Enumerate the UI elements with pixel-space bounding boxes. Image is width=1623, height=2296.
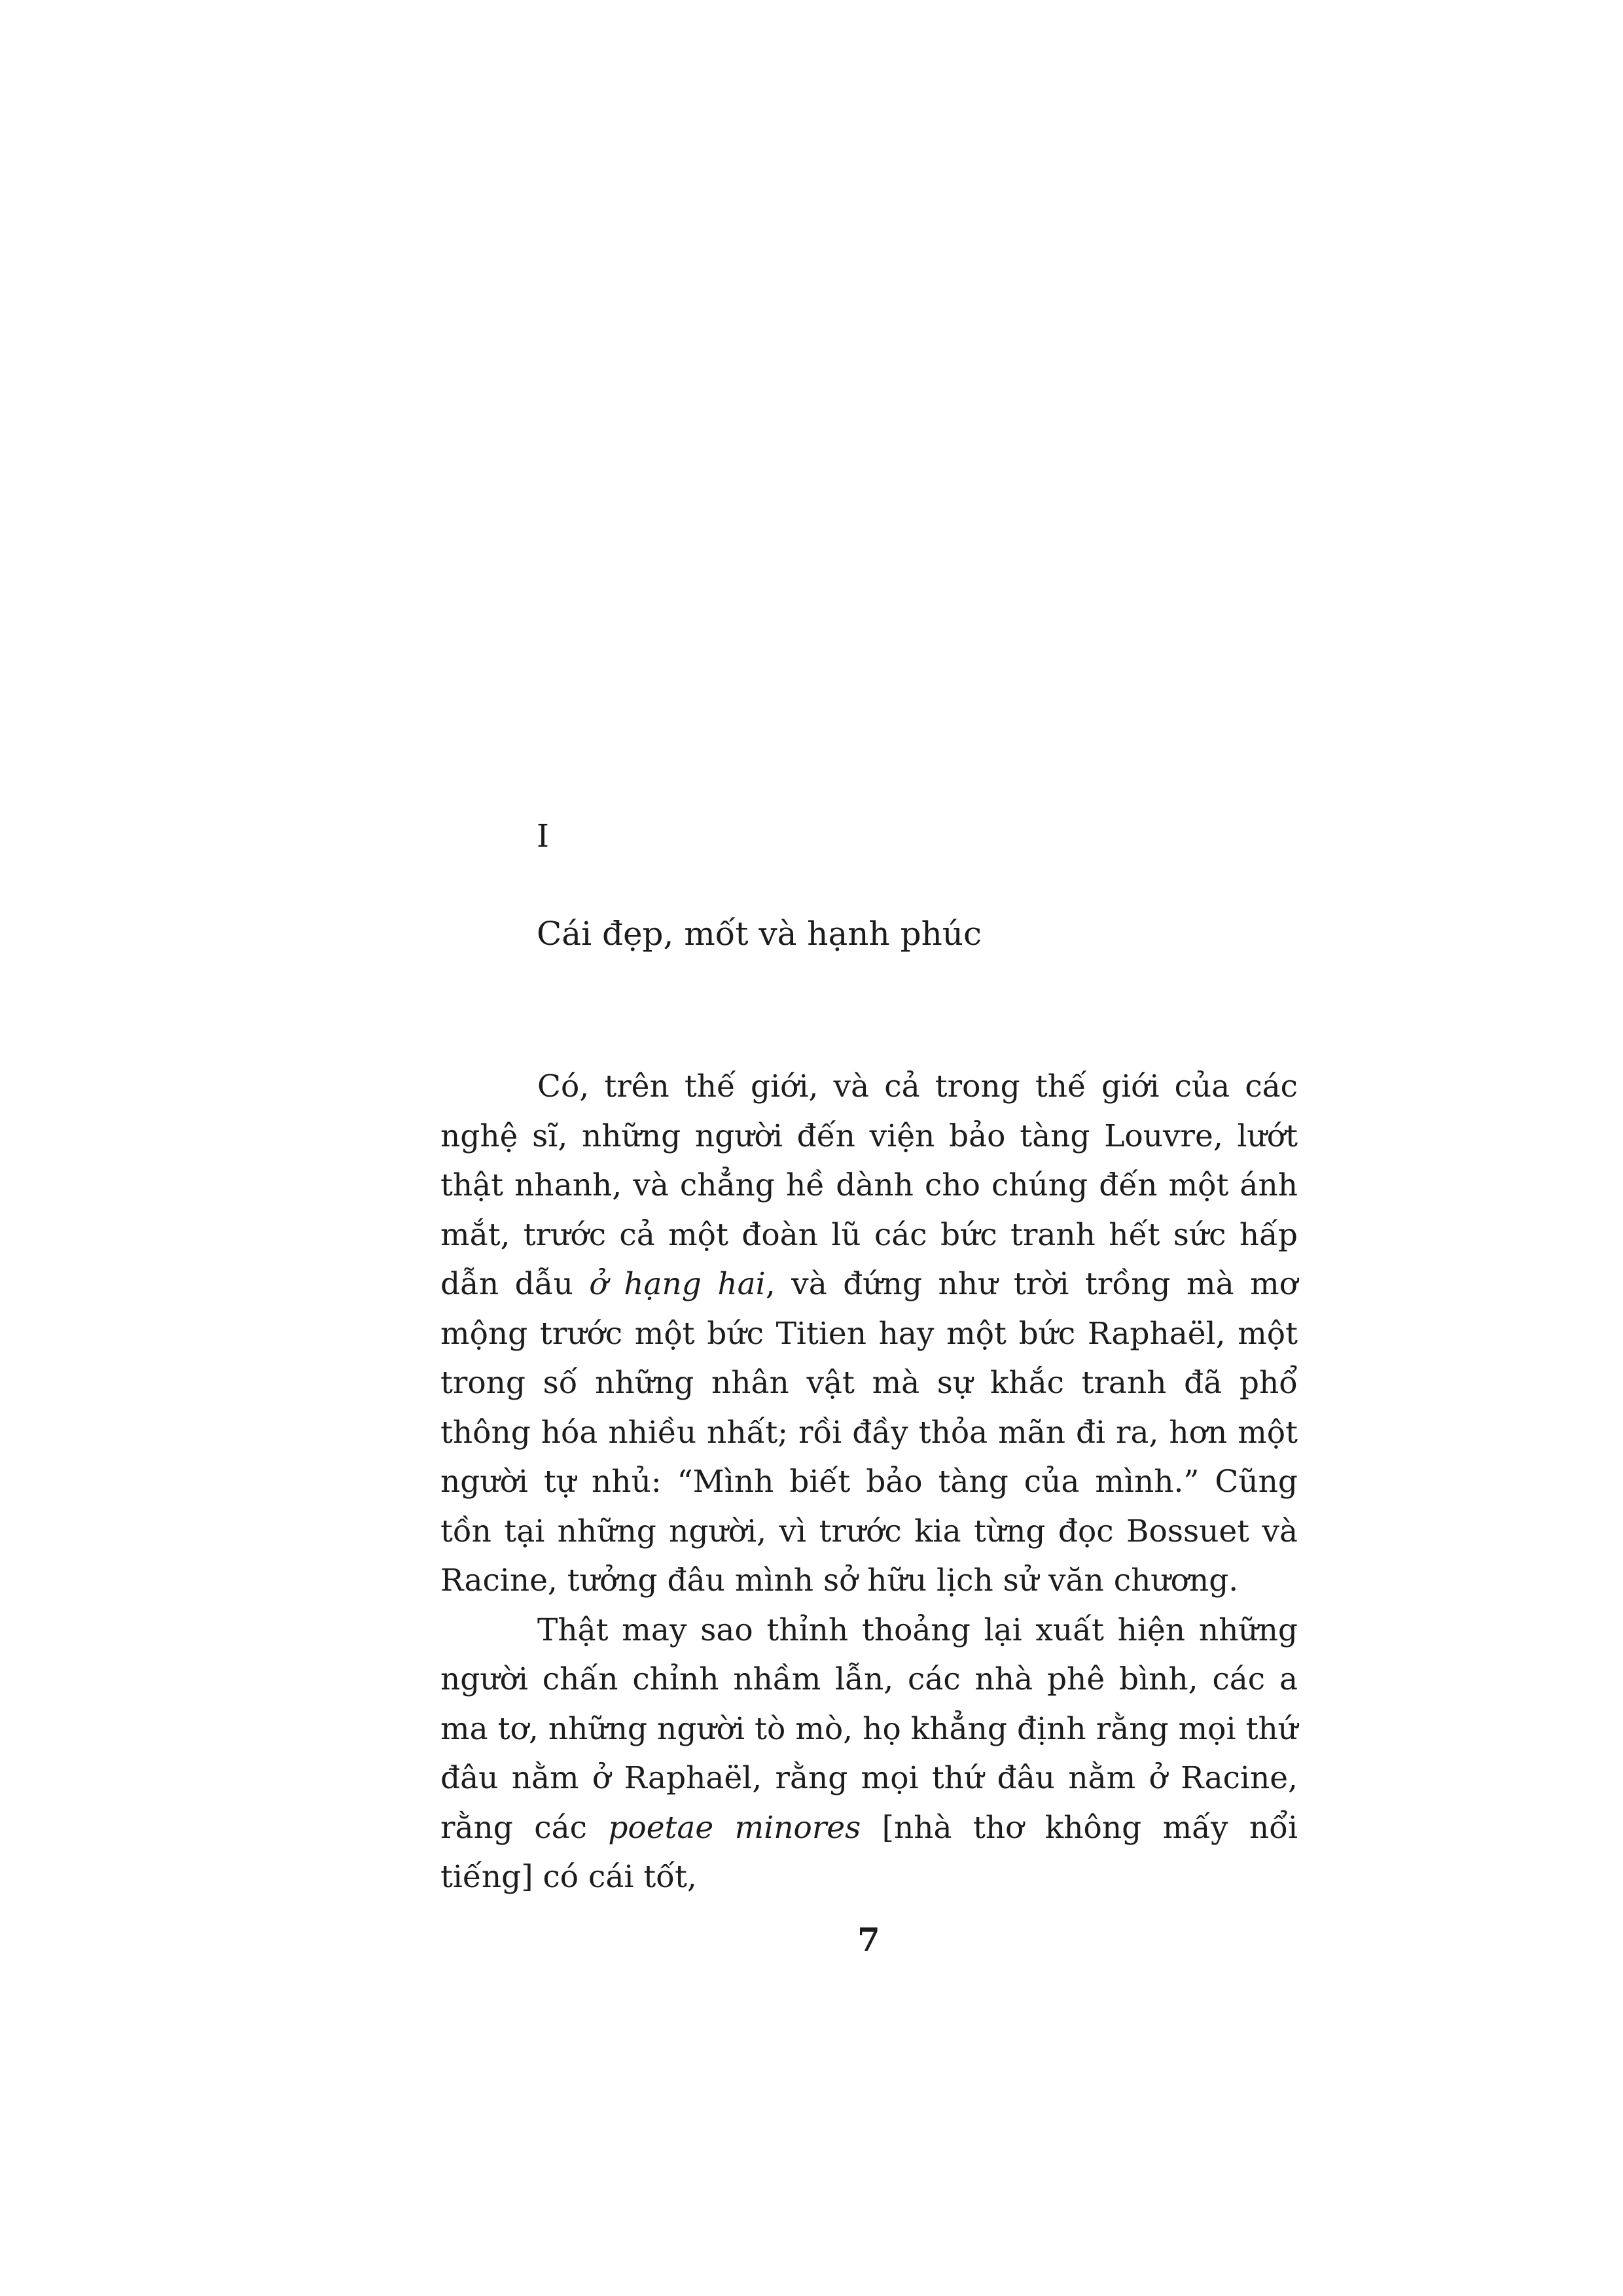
text-run: Thật may sao thỉnh thoảng lại xuất hiện những người chấn chỉnh nhầm lẫn, các nhà phê bình, các a ma tơ, những người tò mò, họ khẳng định rằng mọi thứ đâu nằm ở Raphaël, rằng mọi thứ đâu nằm ở Racine, rằng các bbox=[440, 1612, 1298, 1846]
italic-text-run: poetae minores bbox=[608, 1809, 861, 1846]
chapter-title: Cái đẹp, mốt và hạnh phúc bbox=[537, 915, 982, 953]
paragraph bbox=[440, 1062, 1298, 1606]
text-run: , và đứng như trời trồng mà mơ mộng trước một bức Titien hay một bức Raphaël, một trong số những nhân vật mà sự khắc tranh đã phổ thông hóa nhiều nhất; rồi đầy thỏa mãn đi ra, hơn một người tự nhủ: “Mình biết bảo tàng của mình.” Cũng tồn tại những người, vì trước kia từng đọc Bossuet và Racine, tưởng đâu mình sở hữu lịch sử văn chương. bbox=[440, 1266, 1298, 1598]
italic-text-run: ở hạng hai bbox=[589, 1266, 766, 1302]
paragraph bbox=[440, 1606, 1298, 1902]
page-number: 7 bbox=[857, 1920, 880, 1959]
chapter-number: I bbox=[537, 818, 549, 855]
text-run: [nhà thơ không mấy nổi tiếng] có cái tốt, bbox=[440, 1809, 1298, 1895]
body-text bbox=[440, 1062, 1298, 1902]
text-run: Có, trên thế giới, và cả trong thế giới của các nghệ sĩ, những người đến viện bảo tàng Louvre, lướt thật nhanh, và chẳng hề dành cho chúng đến một ánh mắt, trước cả một đoàn lũ các bức tranh hết sức hấp dẫn dẫu bbox=[440, 1069, 1298, 1302]
